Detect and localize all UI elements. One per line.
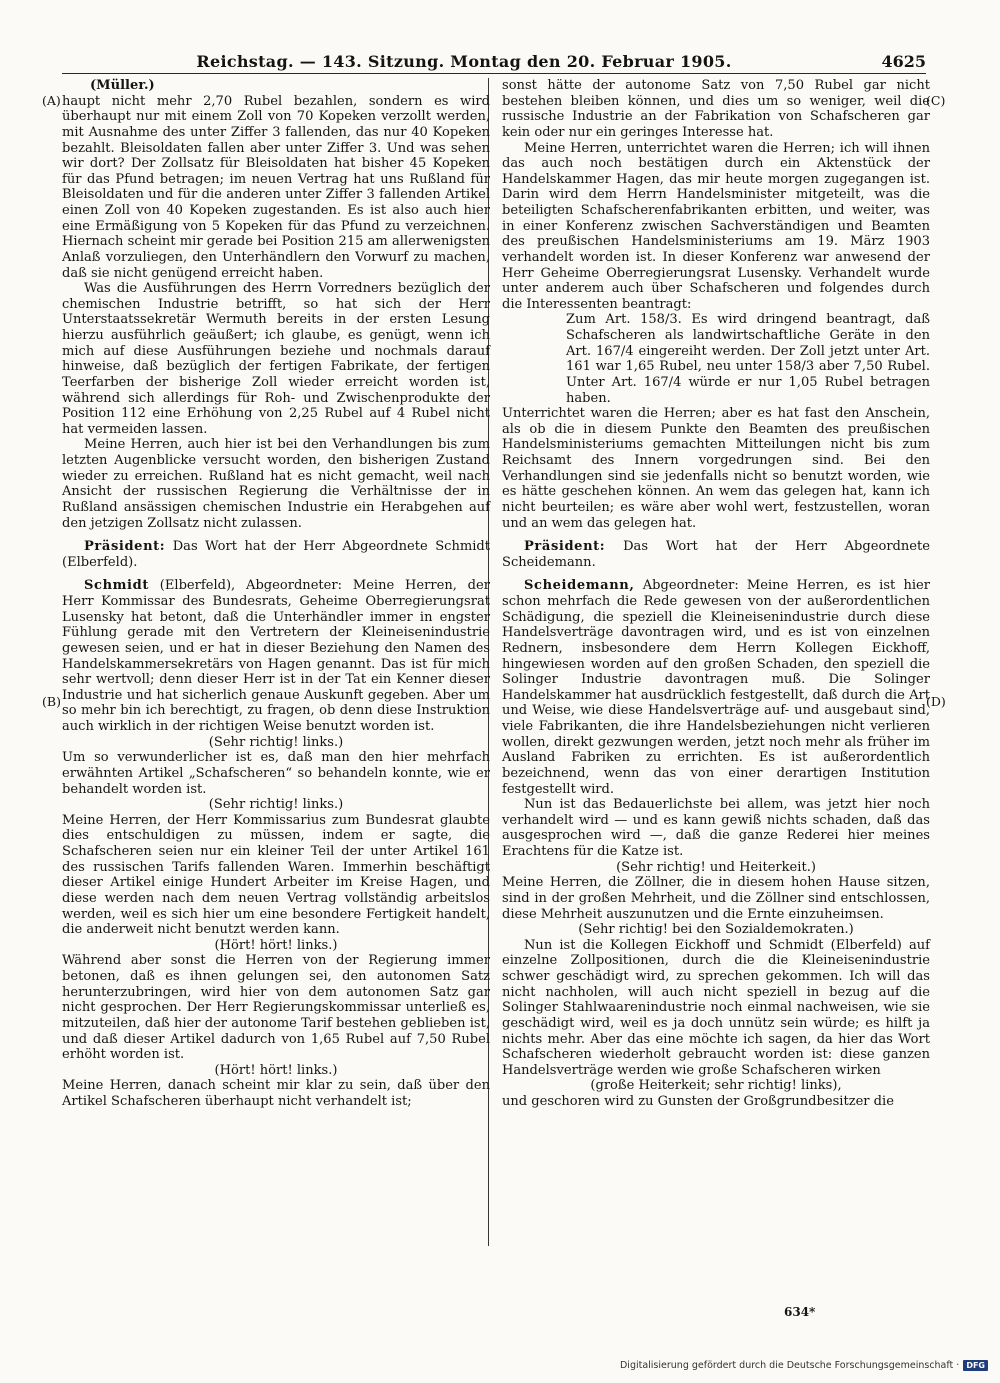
president-label: Präsident:	[84, 539, 166, 555]
audience-reaction: (Hört! hört! links.)	[214, 1062, 338, 1078]
paragraph: und geschoren wird zu Gunsten der Großgrundbesitzer die	[502, 1094, 894, 1109]
speaker-name: Schmidt	[84, 578, 149, 594]
margin-mark-c: (C)	[926, 93, 946, 108]
president-text: Das Wort hat der Herr Abgeordnete Scheidemann.	[502, 539, 930, 570]
footer-credit-text: Digitalisierung gefördert durch die Deutsche Forschungsgemeinschaft ·	[619, 1360, 960, 1371]
speaker-tag: (Müller.)	[90, 78, 155, 93]
paragraph: Meine Herren, der Herr Kommissarius zum Bundesrat glaubte dies entschuldigen zu müssen, indem er sagte, die Schafscheren seien nur ein kleiner Teil der unter Artikel 161 des russischen Tarifs fallenden Waren. Immerhin beschäftigt dieser Artikel einige Hundert Arbeiter im Kreise Hagen, und diese werden nach dem neuen Vertrag vollständig arbeitslos werden, weil es sich hier um eine besondere Fertigkeit handelt, die anderweit nicht benutzt werden kann.	[62, 812, 490, 938]
audience-reaction: (Sehr richtig! bei den Sozialdemokraten.)	[578, 922, 854, 938]
left-column	[62, 78, 490, 1110]
president-statement	[62, 539, 490, 570]
speaker-paragraph	[62, 578, 490, 734]
dfg-logo-icon: DFG	[963, 1360, 988, 1371]
speaker-intro: (Elberfeld), Abgeordneter: Meine Herren, der Herr Kommissar des Bundesrats, Geheime Oberregierungsrat Lusensky hat betont, daß die Unterhändler immer in engster Fühlung gerade mit den Vertretern der Kleineisenindustrie gewesen seien, und er hat in dieser Beziehung den Namen des Handelskammersekretärs von Hagen genannt. Das ist für mich sehr wertvoll; denn dieser Herr ist in der Tat ein Kenner dieser Industrie und hat sicherlich genaue Auskunft gegeben. Aber um so mehr bin ich berechtigt, zu fragen, ob denn diese Instruktion auch wirklich in der richtigen Weise benutzt worden ist.	[62, 578, 490, 734]
page-number: 4625	[881, 52, 926, 71]
paragraph: Nun ist das Bedauerlichste bei allem, was jetzt hier noch verhandelt wird — und es kann gewiß nichts schaden, daß das ausgesprochen wird —, daß die ganze Rederei hier meines Erachtens für die Katze ist.	[502, 797, 930, 859]
signature-mark: 634*	[784, 1305, 816, 1319]
paragraph: Meine Herren, die Zöllner, die in diesem hohen Hause sitzen, sind in der großen Mehrheit, und die Zöllner sind entschlossen, diese Mehrheit auszunutzen und die Ernte einzuheimsen.	[502, 875, 930, 922]
margin-mark-a: (A)	[42, 93, 61, 108]
paragraph: haupt nicht mehr 2,70 Rubel bezahlen, sondern es wird überhaupt nur mit einem Zoll von 70 Kopeken verzollt werden, mit Ausnahme des unter Ziffer 3 fallenden, das nur 40 Kopeken bezahlt. Bleisoldaten fallen aber unter Ziffer 3. Und was sehen wir dort? Der Zollsatz für Bleisoldaten hat bisher 45 Kopeken für das Pfund betragen; im neuen Vertrag hat uns Rußland für Bleisoldaten und für die anderen unter Ziffer 3 fallenden Artikel einen Zoll von 40 Kopeken zugestanden. Es ist also auch hier eine Ermäßigung von 5 Kopeken für das Pfund zu verzeichnen. Hiernach scheint mir gerade bei Position 215 am allerwenigsten Anlaß vorzuliegen, den Unterhändlern den Vorwurf zu machen, daß sie nicht genügend erreicht haben.	[62, 93, 490, 281]
audience-reaction: (Sehr richtig! und Heiterkeit.)	[616, 859, 816, 875]
speaker-intro: Abgeordneter: Meine Herren, es ist hier schon mehrfach die Rede gewesen von der außerordentlichen Schädigung, die speziell die Kleineisenindustrie durch diese Handelsverträge davontragen wird, und es ist von einzelnen Rednern, insbesondere dem Herrn Kollegen Eickhoff, hingewiesen worden auf den großen Schaden, den speziell die Solinger Industrie davontragen muß. Die Solinger Handelskammer hat ausdrücklich festgestellt, daß durch die Art und Weise, wie diese Handelsverträge auf- und ausgebaut sind, viele Fabrikanten, die ihre Handelsbeziehungen nicht verlieren wollen, direkt gezwungen werden, jetzt noch mehr als früher im Ausland Fabriken zu errichten. Es ist außerordentlich bezeichnend, wenn das von einer derartigen Institution festgestellt wird.	[502, 578, 930, 797]
paragraph: Meine Herren, auch hier ist bei den Verhandlungen bis zum letzten Augenblicke versucht worden, den bisherigen Zustand wieder zu erreichen. Rußland hat es nicht gemacht, weil nach Ansicht der russischen Regierung die Verhältnisse der in Rußland ansässigen chemischen Industrie ein Herabgehen auf den jetzigen Zollsatz nicht zulassen.	[62, 437, 490, 531]
audience-reaction: (Sehr richtig! links.)	[208, 797, 344, 813]
paragraph: sonst hätte der autonome Satz von 7,50 Rubel gar nicht bestehen bleiben können, und dies um so weniger, weil die russische Industrie an der Fabrikation von Schafscheren gar kein oder nur ein geringes Interesse hat.	[502, 78, 930, 140]
paragraph: Um so verwunderlicher ist es, daß man den hier mehrfach erwähnten Artikel „Schafscheren“ so behandeln konnte, wie er behandelt worden ist.	[62, 750, 490, 797]
block-quote: Zum Art. 158/3. Es wird dringend beantragt, daß Schafscheren als landwirtschaftliche Geräte in den Art. 167/4 eingereiht werden. Der Zoll jetzt unter Art. 161 war 1,65 Rubel, neu unter 158/3 aber 7,50 Rubel. Unter Art. 167/4 würde er nur 1,05 Rubel betragen haben.	[566, 312, 930, 406]
running-title: Reichstag. — 143. Sitzung. Montag den 20. Februar 1905.	[196, 52, 732, 71]
president-text: Das Wort hat der Herr Abgeordnete Schmidt (Elberfeld).	[62, 539, 490, 570]
paragraph: Meine Herren, danach scheint mir klar zu sein, daß über den Artikel Schafscheren überhaupt nicht verhandelt ist;	[62, 1078, 490, 1109]
paragraph: Nun ist die Kollegen Eickhoff und Schmidt (Elberfeld) auf einzelne Zollpositionen, durch die die Kleineisenindustrie schwer geschädigt wird, zu sprechen gekommen. Ich will das nicht nachholen, will auch nicht speziell in bezug auf die Solinger Stahlwaarenindustrie noch einmal nachweisen, wie sie geschädigt wird, weil es ja doch unnütz sein würde; es hilft ja nichts mehr. Aber das eine möchte ich sagen, da hier das Wort Schafscheren wiederholt gebraucht worden ist: diese ganzen Handelsverträge werden wie große Schafscheren wirken	[502, 937, 930, 1078]
president-label: Präsident:	[524, 539, 606, 555]
right-column	[502, 78, 930, 1110]
margin-mark-b: (B)	[42, 694, 61, 709]
speaker-paragraph	[502, 578, 930, 797]
paragraph: Während aber sonst die Herren von der Regierung immer betonen, daß es ihnen gelungen sei, den autonomen Satz herunterzubringen, wird hier von dem autonomen Satz gar nicht gesprochen. Der Herr Regierungskommissar unterließ es, mitzuteilen, daß hier der autonome Tarif bestehen geblieben ist, und daß dieser Artikel dadurch von 1,65 Rubel auf 7,50 Rubel erhöht worden ist.	[62, 953, 490, 1063]
paragraph: Meine Herren, unterrichtet waren die Herren; ich will ihnen das auch noch bestätigen durch ein Aktenstück der Handelskammer Hagen, das mir heute morgen zugegangen ist. Darin wird dem Herrn Handelsminister mitgeteilt, was die beteiligten Schafscherenfabrikanten erbitten, und weiter, was in einer Konferenz zwischen Sachverständigen und Beamten des preußischen Handelsministeriums am 19. März 1903 verhandelt worden ist. In dieser Konferenz war anwesend der Herr Geheime Oberregierungsrat Lusensky. Verhandelt wurde unter anderem auch über Schafscheren und folgendes durch die Interessenten beantragt:	[502, 140, 930, 312]
paragraph: Unterrichtet waren die Herren; aber es hat fast den Anschein, als ob die in diesem Punkte den Beamten des preußischen Handelsministeriums gemachten Mitteilungen nicht bis zum Reichsamt des Innern vorgedrungen sind. Bei den Verhandlungen sind sie jedenfalls nicht so benutzt worden, wie es hätte geschehen können. An wem das gelegen hat, kann ich nicht beurteilen; es wäre aber wohl wert, festzustellen, woran und an wem das gelegen hat.	[502, 406, 930, 531]
margin-mark-d: (D)	[926, 694, 946, 709]
header-rule	[62, 73, 926, 74]
paragraph: Was die Ausführungen des Herrn Vorredners bezüglich der chemischen Industrie betrifft, so hat sich der Herr Unterstaatssekretär Wermuth bereits in der ersten Lesung hierzu ausführlich geäußert; ich glaube, es genügt, wenn ich mich auf diese Ausführungen beziehe und nochmals darauf hinweise, daß bezüglich der fertigen Fabrikate, der fertigen Teerfarben der bisherige Zoll wieder erreicht worden ist, während sich allerdings für Roh- und Zwischenprodukte der Position 112 eine Erhöhung von 2,25 Rubel auf 4 Rubel nicht hat vermeiden lassen.	[62, 281, 490, 437]
president-statement	[502, 539, 930, 570]
audience-reaction: (Hört! hört! links.)	[214, 937, 338, 953]
audience-reaction: (große Heiterkeit; sehr richtig! links),	[590, 1078, 842, 1094]
audience-reaction: (Sehr richtig! links.)	[208, 734, 344, 750]
speaker-name: Scheidemann,	[524, 578, 635, 594]
footer-credit	[620, 1360, 988, 1371]
